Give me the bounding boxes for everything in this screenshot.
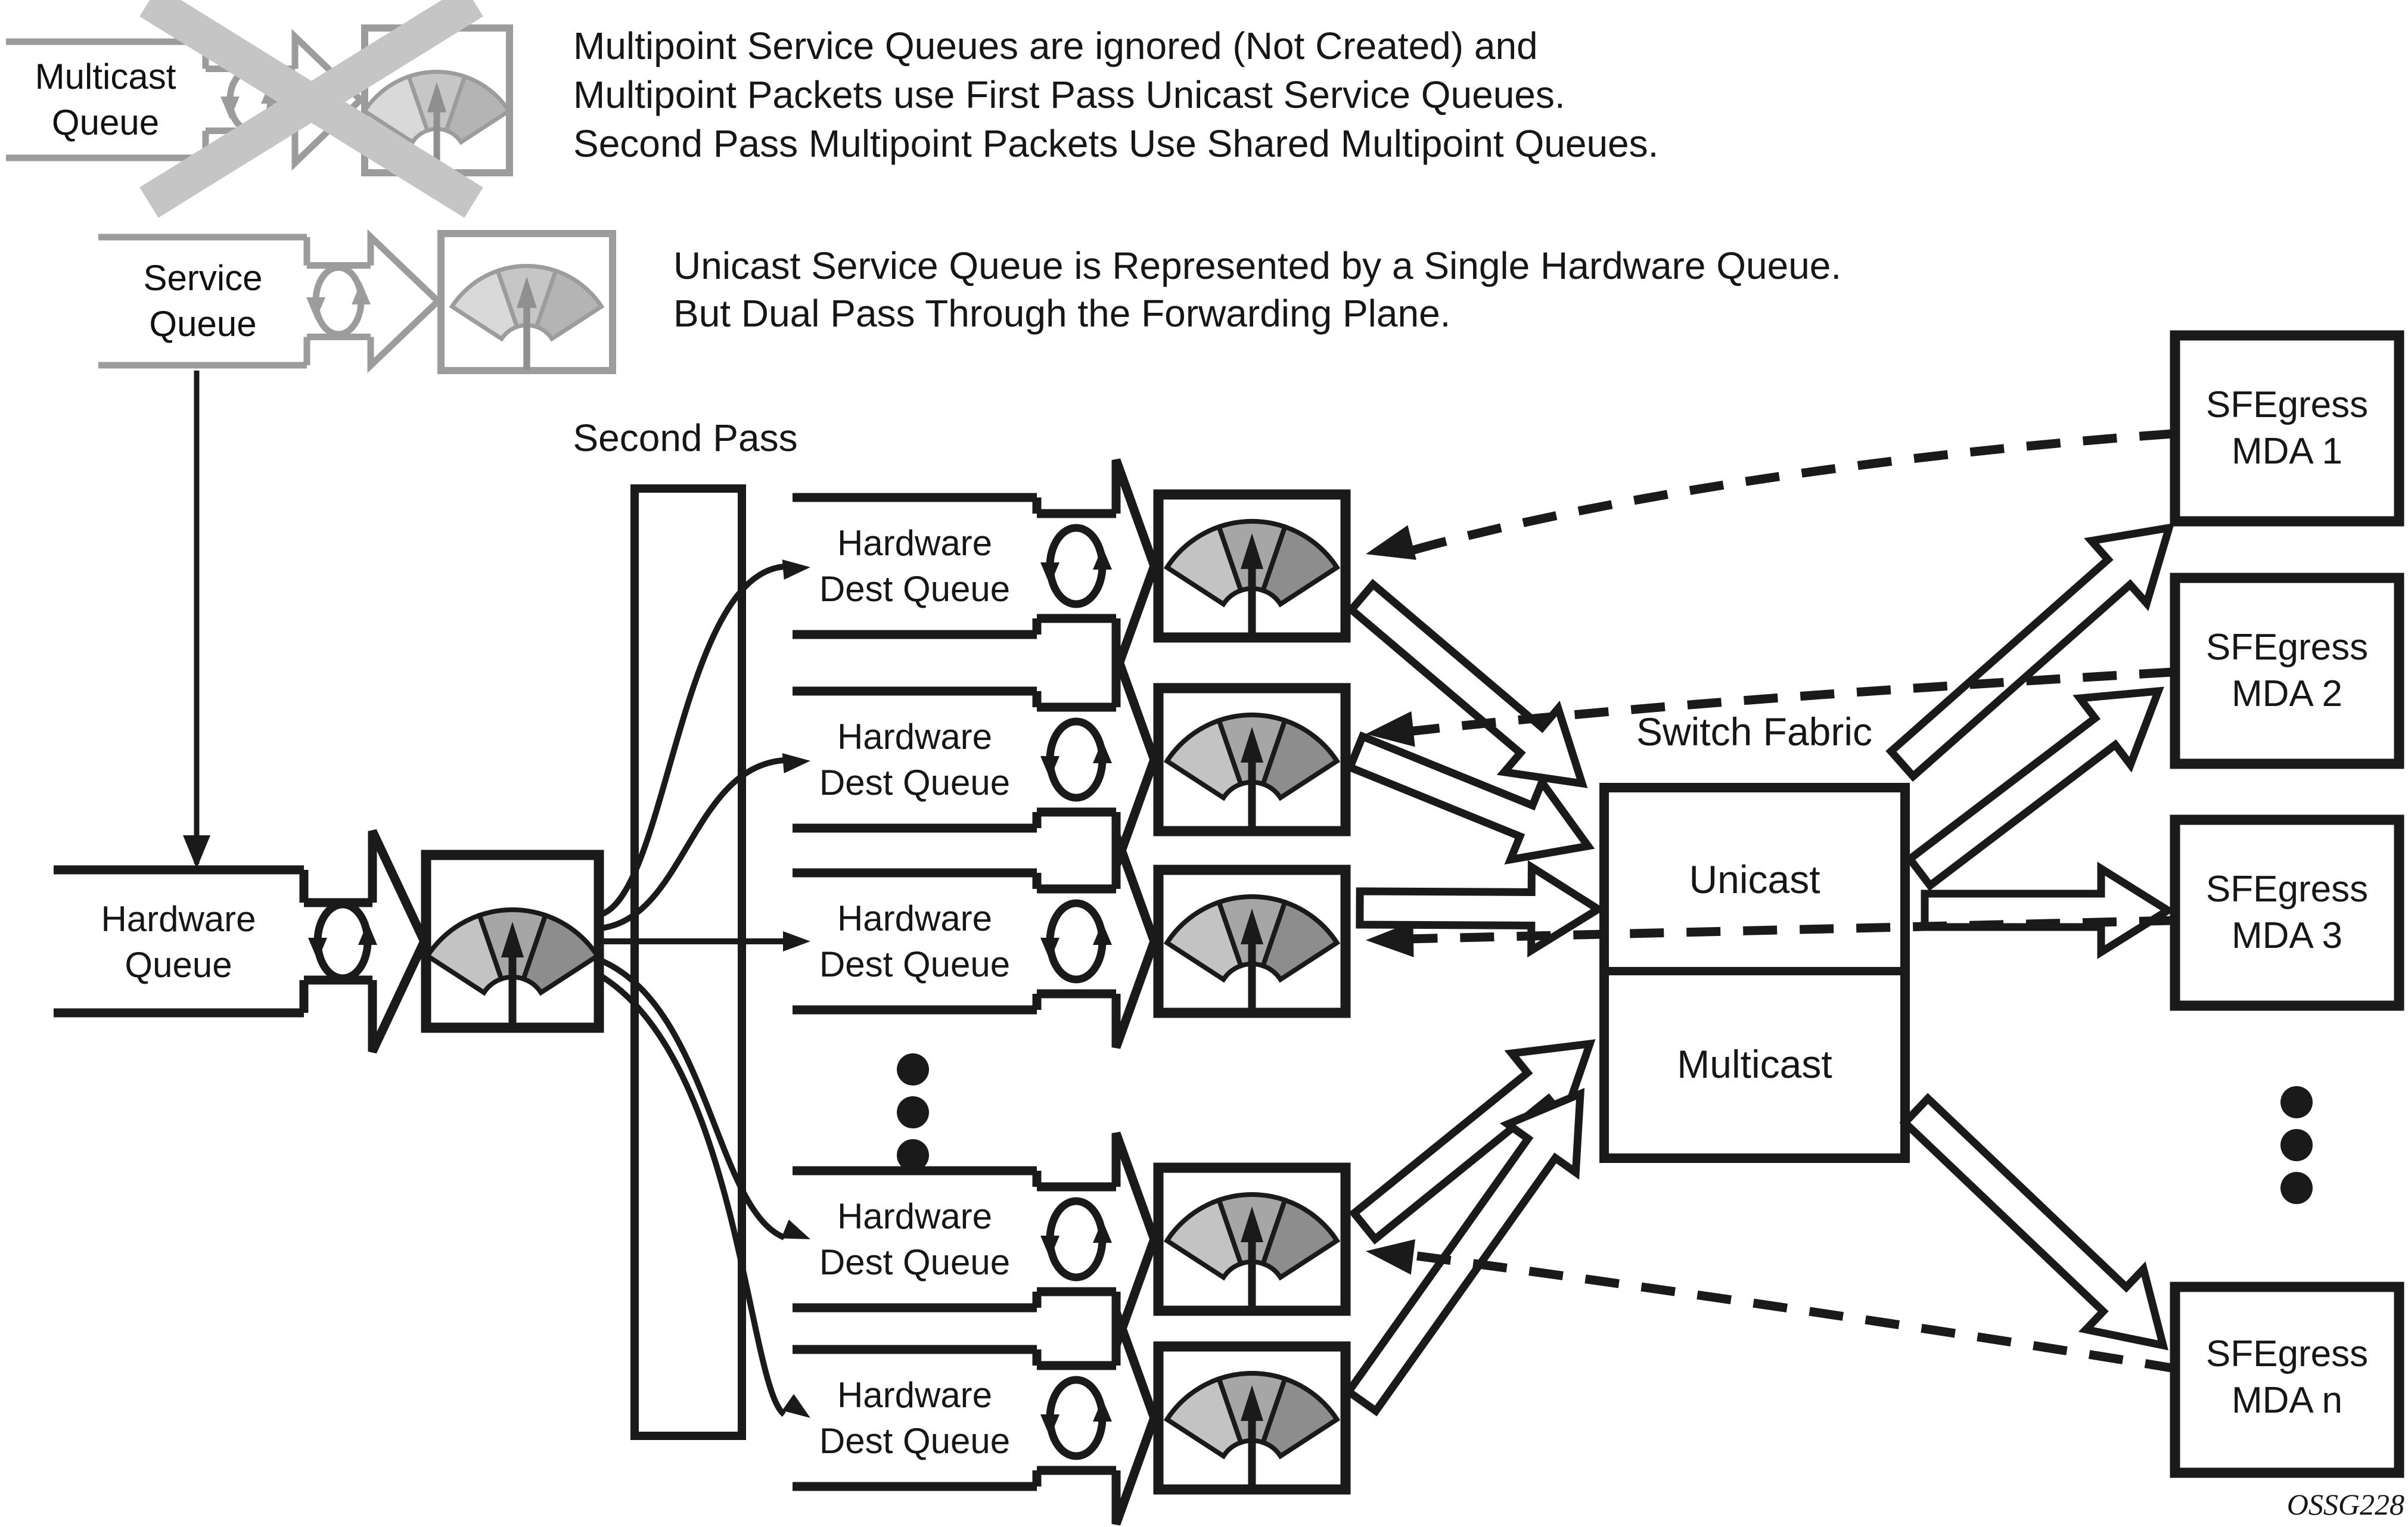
dest-queue-label-5 <box>794 1372 1036 1464</box>
unicast-section-label: Unicast <box>1689 857 1820 901</box>
service-to-hardware-arrow <box>183 371 210 869</box>
hardware-queue-line1: Hardware <box>101 899 256 939</box>
mda-2-line2: MDA 2 <box>2231 673 2343 714</box>
service-queue-line2: Queue <box>149 304 257 344</box>
mda-n-line2: MDA n <box>2231 1380 2343 1421</box>
dest-queue-label-3 <box>794 895 1036 987</box>
dest-queue-3-line1: Hardware <box>837 898 993 938</box>
dest-queue-5-line1: Hardware <box>837 1375 993 1415</box>
ellipsis-dots-left <box>897 1053 929 1171</box>
switch-fabric-label: Switch Fabric <box>1636 710 1873 754</box>
block-arrow-fabric-to-mda3 <box>1925 869 2168 952</box>
dest-scheduler-loop-icon-2 <box>1040 721 1112 798</box>
dashed-feedback-mda1-to-meter1 <box>1362 434 2173 571</box>
second-pass-block <box>635 489 742 1436</box>
service-queue-line1: Service <box>143 258 263 298</box>
dest-queue-1-line1: Hardware <box>837 523 993 563</box>
switch-fabric-box <box>1604 788 1905 1158</box>
hardware-queue-label <box>55 896 302 988</box>
dest-queue-label-1 <box>794 520 1036 612</box>
multicast-queue-line2: Queue <box>51 102 160 142</box>
dest-queue-4-line1: Hardware <box>837 1196 993 1236</box>
mda-3-line1: SFEgress <box>2205 869 2369 910</box>
service-scheduler-loop-icon <box>306 268 371 334</box>
note-multipoint <box>573 21 1765 168</box>
sfegress-mda-1-label <box>2177 382 2397 475</box>
hardware-queue-line2: Queue <box>125 945 232 985</box>
note-unicast <box>673 242 1984 337</box>
dest-scheduler-loop-icon-1 <box>1040 528 1112 604</box>
service-queue-label <box>100 255 306 347</box>
dest-scheduler-loop-icon-5 <box>1040 1380 1112 1456</box>
sfegress-mda-2-label <box>2177 624 2397 717</box>
mda-2-line1: SFEgress <box>2205 627 2369 668</box>
dest-queue-1-line2: Dest Queue <box>819 569 1011 609</box>
figure-id: OSSG228 <box>2286 1488 2404 1521</box>
note-multipoint-line3: Second Pass Multipoint Packets Use Shared Multipoint Queues. <box>573 122 1659 165</box>
note-multipoint-line1: Multipoint Service Queues are ignored (Not Created) and <box>573 24 1538 67</box>
multicast-queue-line1: Multicast <box>35 57 176 97</box>
mda-3-line2: MDA 3 <box>2231 915 2343 956</box>
dest-queue-label-4 <box>794 1193 1036 1285</box>
hardware-scheduler-loop-icon <box>308 904 377 978</box>
multicast-queue-label <box>7 54 204 145</box>
dest-scheduler-loop-icon-4 <box>1040 1201 1112 1277</box>
second-pass-label: Second Pass <box>573 416 798 459</box>
dest-queue-2-line1: Hardware <box>837 717 993 757</box>
note-unicast-line1: Unicast Service Queue is Represented by a Single Hardware Queue. <box>673 244 1842 287</box>
dest-queue-2-line2: Dest Queue <box>819 763 1011 803</box>
mda-1-line1: SFEgress <box>2205 384 2369 425</box>
dest-queue-3-line2: Dest Queue <box>819 944 1011 984</box>
dest-scheduler-loop-icon-3 <box>1040 903 1112 979</box>
note-unicast-line2: But Dual Pass Through the Forwarding Plane. <box>673 292 1451 335</box>
multicast-section-label: Multicast <box>1677 1042 1832 1086</box>
ellipsis-dots-right <box>2280 1086 2313 1204</box>
sfegress-mda-n-label <box>2177 1331 2397 1424</box>
note-multipoint-line2: Multipoint Packets use First Pass Unicast Service Queues. <box>573 73 1565 116</box>
dest-queue-5-line2: Dest Queue <box>819 1421 1011 1461</box>
dest-queue-4-line2: Dest Queue <box>819 1242 1011 1282</box>
mda-n-line1: SFEgress <box>2205 1333 2369 1374</box>
sfegress-mda-3-label <box>2177 866 2397 959</box>
dest-queue-label-2 <box>794 714 1036 806</box>
block-arrow-fabric-to-mdan <box>1905 1099 2163 1345</box>
mda-1-line2: MDA 1 <box>2231 431 2343 472</box>
